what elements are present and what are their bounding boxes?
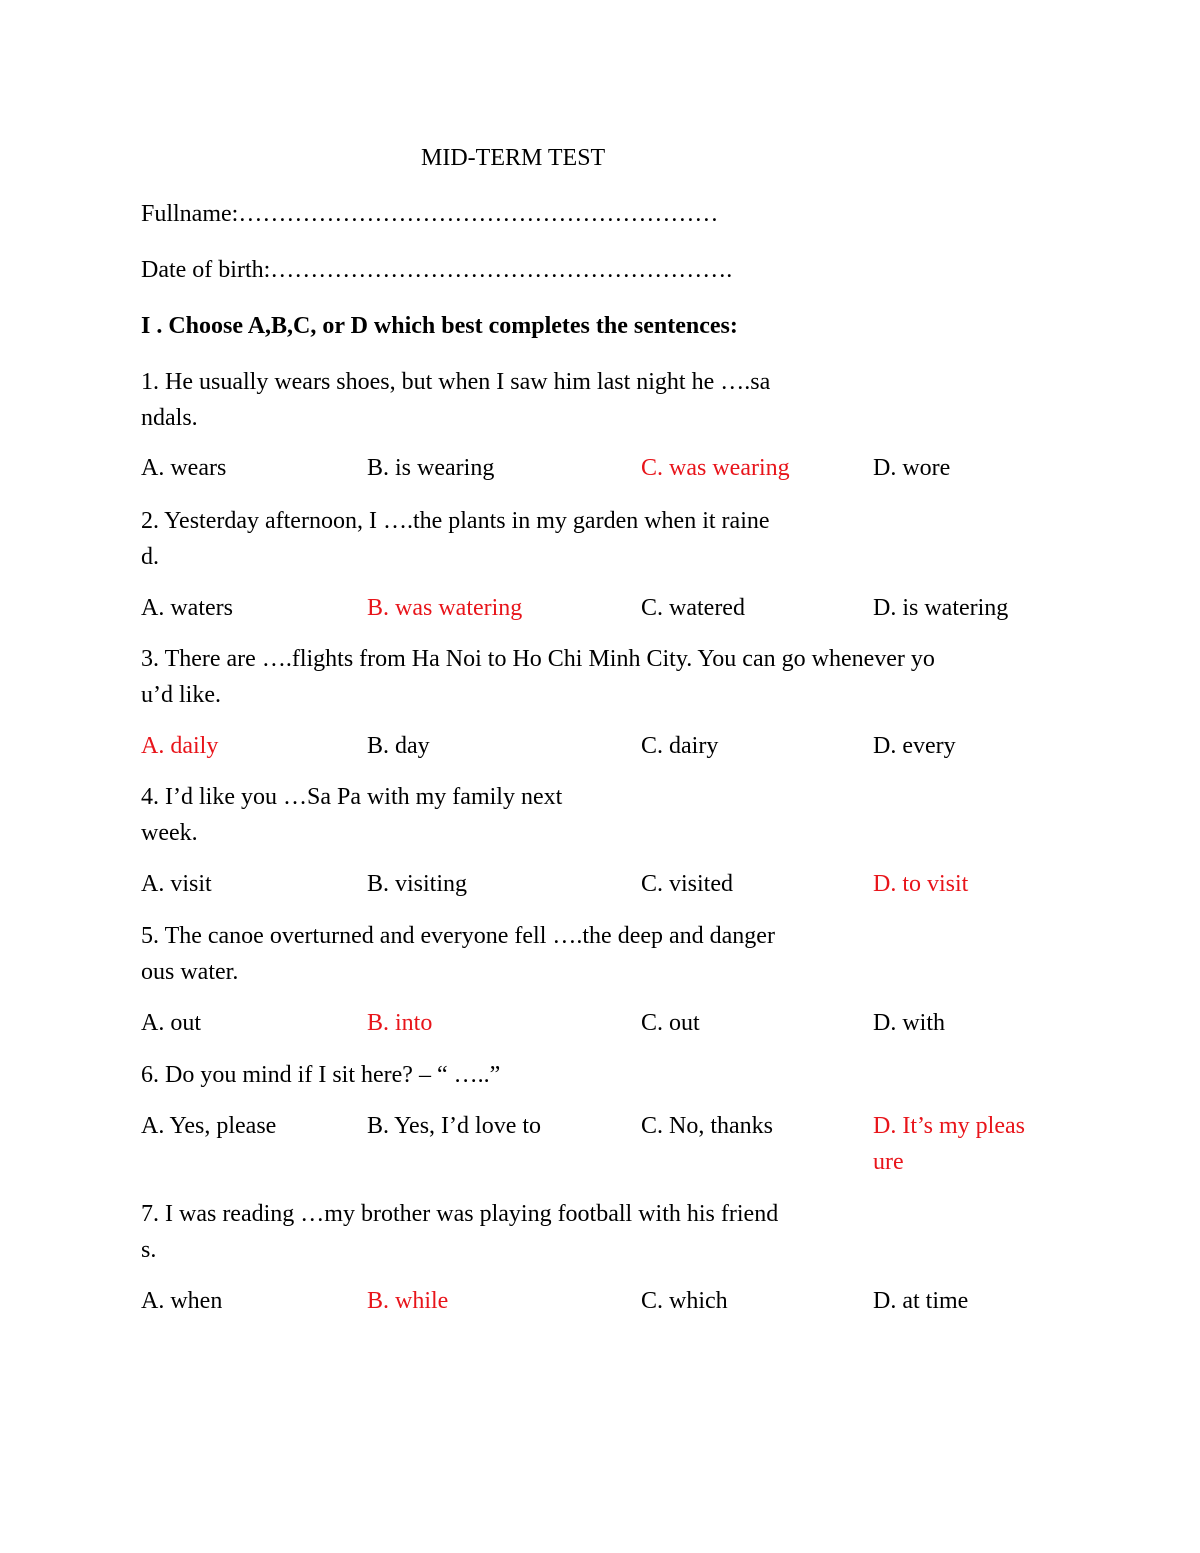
- question-1-line-1: 1. He usually wears shoes, but when I saw him last night he ….sa: [141, 369, 771, 395]
- page-title: MID-TERM TEST: [421, 145, 606, 171]
- question-3-option-a-correct: A. daily: [141, 733, 219, 759]
- question-7-option-d: D. at time: [873, 1288, 969, 1314]
- question-4-option-c: C. visited: [641, 871, 734, 897]
- question-2-line-1: 2. Yesterday afternoon, I ….the plants in my garden when it raine: [141, 508, 770, 534]
- question-6-option-a: A. Yes, please: [141, 1113, 277, 1139]
- question-1-option-d: D. wore: [873, 455, 951, 481]
- question-1-line-2: ndals.: [141, 405, 198, 431]
- question-3-option-c: C. dairy: [641, 733, 719, 759]
- question-7-line-1: 7. I was reading …my brother was playing football with his friend: [141, 1201, 779, 1227]
- date-of-birth-field: Date of birth:………………………………………………….: [141, 257, 733, 283]
- question-5-line-1: 5. The canoe overturned and everyone fell ….the deep and danger: [141, 923, 775, 949]
- question-5-option-b-correct: B. into: [367, 1010, 433, 1036]
- fullname-field: Fullname:……………………………………………………: [141, 201, 719, 227]
- question-6-option-c: C. No, thanks: [641, 1113, 773, 1139]
- question-4-line-1: 4. I’d like you …Sa Pa with my family next: [141, 784, 563, 810]
- question-6-option-d-correct-wrap: ure: [873, 1149, 904, 1175]
- question-6-line-1: 6. Do you mind if I sit here? – “ …..”: [141, 1062, 501, 1088]
- question-1-option-b: B. is wearing: [367, 455, 495, 481]
- question-5-option-a: A. out: [141, 1010, 201, 1036]
- question-5-option-c: C. out: [641, 1010, 700, 1036]
- section-heading: I . Choose A,B,C, or D which best completes the sentences:: [141, 313, 738, 339]
- question-4-line-2: week.: [141, 820, 198, 846]
- question-3-line-2: u’d like.: [141, 682, 221, 708]
- question-1-option-c-correct: C. was wearing: [641, 455, 790, 481]
- question-6-option-d-correct: D. It’s my pleas: [873, 1113, 1025, 1139]
- question-2-option-b-correct: B. was watering: [367, 595, 523, 621]
- question-2-option-a: A. waters: [141, 595, 233, 621]
- question-5-option-d: D. with: [873, 1010, 945, 1036]
- question-2-option-c: C. watered: [641, 595, 745, 621]
- question-1-option-a: A. wears: [141, 455, 227, 481]
- question-5-line-2: ous water.: [141, 959, 239, 985]
- question-7-option-c: C. which: [641, 1288, 728, 1314]
- question-4-option-b: B. visiting: [367, 871, 468, 897]
- question-4-option-d-correct: D. to visit: [873, 871, 969, 897]
- question-3-option-b: B. day: [367, 733, 430, 759]
- question-2-line-2: d.: [141, 544, 159, 570]
- question-7-option-b-correct: B. while: [367, 1288, 449, 1314]
- question-3-option-d: D. every: [873, 733, 956, 759]
- question-6-option-b: B. Yes, I’d love to: [367, 1113, 542, 1139]
- question-3-line-1: 3. There are ….flights from Ha Noi to Ho Chi Minh City. You can go whenever yo: [141, 646, 935, 672]
- question-7-line-2: s.: [141, 1237, 157, 1263]
- question-4-option-a: A. visit: [141, 871, 212, 897]
- question-2-option-d: D. is watering: [873, 595, 1009, 621]
- question-7-option-a: A. when: [141, 1288, 223, 1314]
